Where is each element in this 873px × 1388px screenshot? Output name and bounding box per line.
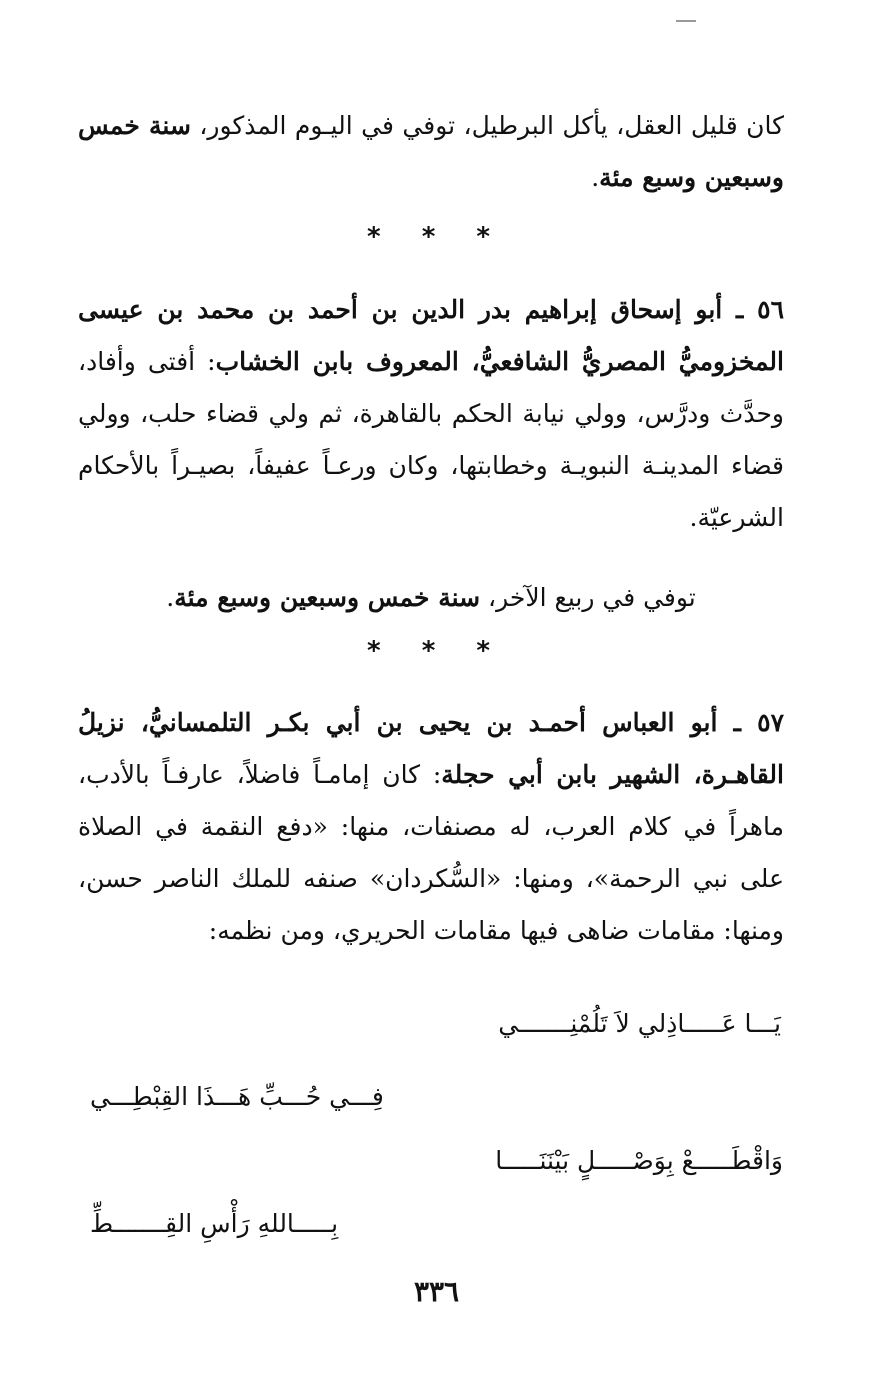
entry-56-death [78, 572, 784, 624]
entry-56-period: . [166, 583, 175, 612]
entry-56-body: : أفتى وأفاد، وحدَّث ودرَّس، وولي نيابة الحكم بالقاهرة، ثم ولي قضاء حلب، وولي قضاء المدينـة النبويـة وخطابتها، وكان ورعـاً عفيفاً، بصيـراً بالأحكام الشرعيّة. [78, 347, 784, 532]
entry-56-death-year: سنة خمس وسبعين وسبع مئة [174, 583, 481, 612]
poem-verse-2: فِـــي حُـــبِّ هَـــذَا القِبْطِـــي [90, 1082, 384, 1111]
entry-57-paragraph [78, 697, 784, 957]
entry-57-heading: ٥٧ ـ أبو العباس أحمـد بن يحيى بن أبي بكـر التلمسانيُّ، نزيلُ القاهـرة، الشهير بابن أبي حجلة [78, 708, 784, 789]
entry-55-period: . [591, 163, 600, 192]
entry-55-text: كان قليل العقل، يأكل البرطيل، توفي في اليـوم المذكور، [190, 111, 784, 140]
entry-57-body: : كان إمامـاً فاضلاً، عارفـاً بالأدب، ماهراً في كلام العرب، له مصنفات، منها: «دفع النقمة في الصلاة على نبي الرحمة»، ومنها: «السُّكردان» صنفه للملك الناصر حسن، ومنها: مقامات ضاهى فيها مقامات الحريري، ومن نظمه: [78, 760, 784, 945]
entry-56-heading: ٥٦ ـ أبو إسحاق إبراهيم بدر الدين بن أحمد بن محمد بن عيسى المخزوميُّ المصريُّ الشافعيُّ، المعروف بابن الخشاب [78, 295, 784, 376]
entry-55-paragraph [78, 100, 784, 204]
section-separator-2: * * * [367, 636, 506, 666]
entry-55-death-year: سنة خمس وسبعين وسبع مئة [78, 111, 784, 192]
page-number: ٣٣٦ [413, 1275, 460, 1308]
section-separator-1: * * * [367, 222, 506, 252]
poem-verse-3: وَاقْطَـــــعْ بِوَصْـــــلٍ بَيْنَنَـــــا [495, 1146, 783, 1175]
poem-verse-1: يَـــا عَـــــاذِلي لاَ تَلُمْنِـــــــي [498, 1009, 781, 1038]
entry-56-paragraph [78, 284, 784, 544]
entry-56-death-prefix: توفي في ربيع الآخر، [480, 583, 696, 612]
poem-verse-4: بِـــــاللهِ رَأْسِ القِـــــــطِّ [90, 1209, 339, 1238]
scan-mark [676, 20, 696, 22]
